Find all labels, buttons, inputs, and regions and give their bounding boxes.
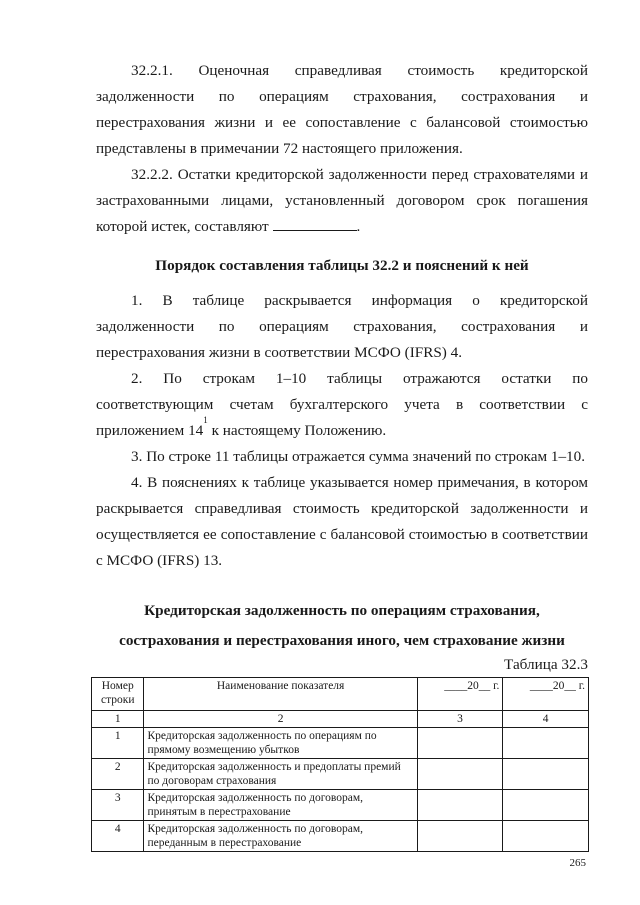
- row-value-period-1: [417, 728, 503, 759]
- instruction-2-text: 2. По строкам 1–10 таблицы отражаются остатки по соответствующим счетам бухгалтерского учета в соответствии с приложением 14: [96, 370, 588, 439]
- table-row: [92, 790, 589, 821]
- table-title-line-2: сострахования и перестрахования иного, чем страхование жизни: [119, 632, 565, 649]
- row-number: 2: [92, 759, 144, 790]
- table-header-row: [92, 678, 589, 711]
- instruction-1: 1. В таблице раскрывается информация о кредиторской задолженности по операциям страхования, сострахования и перестрахования жизни в соответствии МСФО (IFRS) 4.: [96, 292, 588, 361]
- row-value-period-1: [417, 759, 503, 790]
- amount-blank-line: [273, 216, 357, 231]
- section-heading: Порядок составления таблицы 32.2 и пояснений к ней: [155, 257, 529, 274]
- header-period-2: ____20__ г.: [503, 678, 589, 711]
- row-name: Кредиторская задолженность по операциям по прямому возмещению убытков: [144, 728, 417, 759]
- row-number: 3: [92, 790, 144, 821]
- row-number: 1: [92, 728, 144, 759]
- row-name: Кредиторская задолженность по договорам, переданным в перестрахование: [144, 821, 417, 852]
- instruction-2: [96, 366, 588, 444]
- column-number: 4: [503, 711, 589, 728]
- row-number: 4: [92, 821, 144, 852]
- row-value-period-2: [503, 790, 589, 821]
- instruction-3: 3. По строке 11 таблицы отражается сумма значений по строкам 1–10.: [131, 448, 586, 465]
- paragraph-32-2-2-text: 32.2.2. Остатки кредиторской задолженности перед страхователями и застрахованными лицами, установленный договором срок погашения которой истек, составляют: [96, 166, 588, 235]
- column-number: 3: [417, 711, 503, 728]
- table-title-line-1: Кредиторская задолженность по операциям страхования,: [144, 602, 540, 619]
- header-period-1: ____20__ г.: [417, 678, 503, 711]
- row-value-period-1: [417, 790, 503, 821]
- row-value-period-1: [417, 821, 503, 852]
- page-number: 265: [569, 857, 586, 869]
- instruction-2-end: к настоящему Положению.: [207, 422, 387, 439]
- table-row: [92, 728, 589, 759]
- row-name: Кредиторская задолженность и предоплаты премий по договорам страхования: [144, 759, 417, 790]
- row-value-period-2: [503, 728, 589, 759]
- table-label: Таблица 32.3: [504, 656, 588, 673]
- header-indicator-name: Наименование показателя: [144, 678, 417, 711]
- row-value-period-2: [503, 821, 589, 852]
- header-row-number: Номер строки: [92, 678, 144, 711]
- paragraph-32-2-1: 32.2.1. Оценочная справедливая стоимость кредиторской задолженности по операциям страхования, сострахования и перестрахования жизни и ее сопоставление с балансовой стоимостью представлены в примечании 72 настоящего приложения.: [96, 62, 588, 157]
- table-row: [92, 759, 589, 790]
- table-row: [92, 821, 589, 852]
- row-name: Кредиторская задолженность по договорам, принятым в перестрахование: [144, 790, 417, 821]
- instruction-4: 4. В пояснениях к таблице указывается номер примечания, в котором раскрывается справедливая стоимость кредиторской задолженности и осуществляется ее сопоставление с балансовой стоимостью в соответствии с МСФО (IFRS) 13.: [96, 474, 588, 569]
- column-number: 2: [144, 711, 417, 728]
- instruction-2-superscript: 1: [203, 415, 208, 425]
- table-column-numbering-row: [92, 711, 589, 728]
- column-number: 1: [92, 711, 144, 728]
- paragraph-32-2-2: [96, 162, 588, 240]
- payables-table: [91, 677, 589, 852]
- paragraph-32-2-2-end: .: [356, 218, 361, 235]
- row-value-period-2: [503, 759, 589, 790]
